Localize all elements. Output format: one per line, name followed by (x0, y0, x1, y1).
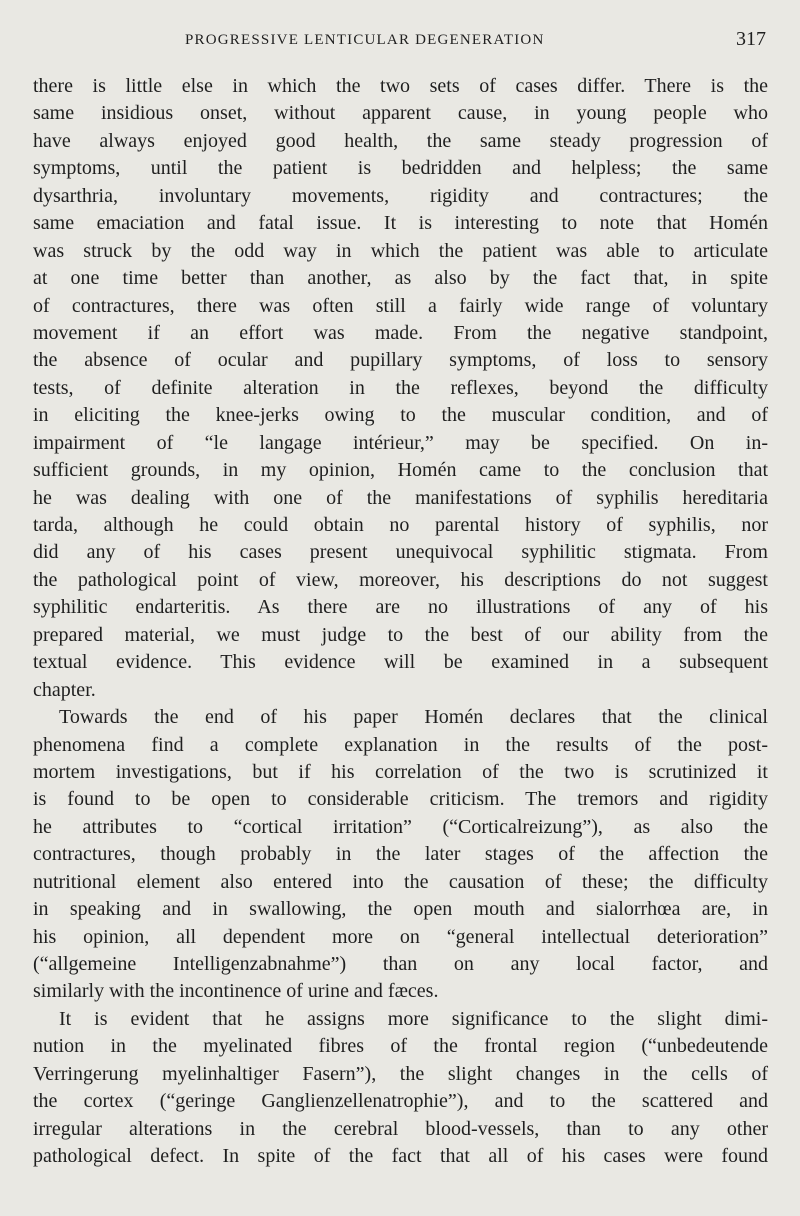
text-line: sufficient grounds, in my opinion, Homén came to the conclusion that (33, 459, 768, 482)
text-line: chapter. (33, 678, 96, 701)
text-line: same emaciation and fatal issue. It is interesting to note that Homén (33, 212, 768, 235)
text-line: the pathological point of view, moreover, his descriptions do not suggest (33, 568, 768, 591)
text-line: syphilitic endarteritis. As there are no illustrations of any of his (33, 596, 768, 619)
page-header (0, 30, 800, 52)
text-line: dysarthria, involuntary movements, rigidity and contractures; the (33, 184, 768, 207)
text-line: pathological defect. In spite of the fact that all of his cases were found (33, 1145, 768, 1168)
text-line: did any of his cases present unequivocal syphilitic stigmata. From (33, 541, 768, 564)
running-title: PROGRESSIVE LENTICULAR DEGENERATION (185, 32, 545, 48)
text-line: the absence of ocular and pupillary symptoms, of loss to sensory (33, 349, 768, 372)
text-line: movement if an effort was made. From the negative standpoint, (33, 321, 768, 344)
text-line: similarly with the incontinence of urine and fæces. (33, 980, 439, 1003)
text-line: tests, of definite alteration in the reflexes, beyond the difficulty (33, 376, 768, 399)
text-line: nutritional element also entered into the causation of these; the difficulty (33, 870, 768, 893)
text-line: contractures, though probably in the later stages of the affection the (33, 843, 768, 866)
text-line: the cortex (“geringe Ganglienzellenatrophie”), and to the scattered and (33, 1090, 768, 1113)
text-line: Verringerung myelinhaltiger Fasern”), the slight changes in the cells of (33, 1062, 768, 1085)
text-line: phenomena find a complete explanation in the results of the post- (33, 733, 768, 756)
text-line: he attributes to “cortical irritation” (“Corticalreizung”), as also the (33, 815, 768, 838)
text-line: his opinion, all dependent more on “general intellectual deterioration” (33, 925, 768, 948)
text-line: nution in the myelinated fibres of the frontal region (“unbedeutende (33, 1035, 768, 1058)
text-line: impairment of “le langage intérieur,” may be specified. On in- (33, 431, 768, 454)
text-line: It is evident that he assigns more significance to the slight dimi- (59, 1007, 768, 1030)
text-line: there is little else in which the two sets of cases differ. There is the (33, 75, 768, 97)
text-line: of contractures, there was often still a fairly wide range of voluntary (33, 294, 768, 317)
text-line: Towards the end of his paper Homén declares that the clinical (59, 706, 768, 729)
text-line: symptoms, until the patient is bedridden and helpless; the same (33, 157, 768, 180)
text-line: textual evidence. This evidence will be examined in a subsequent (33, 651, 768, 674)
text-line: is found to be open to considerable criticism. The tremors and rigidity (33, 788, 768, 811)
paragraph (33, 1006, 768, 1171)
text-line: was struck by the odd way in which the patient was able to articulate (33, 239, 768, 262)
text-line: mortem investigations, but if his correlation of the two is scrutinized it (33, 760, 768, 783)
body-text (33, 73, 768, 1171)
text-line: have always enjoyed good health, the same steady progression of (33, 129, 768, 152)
text-line: same insidious onset, without apparent cause, in young people who (33, 102, 768, 125)
text-line: in eliciting the knee-jerks owing to the muscular condition, and of (33, 404, 768, 427)
text-line: in speaking and in swallowing, the open mouth and sialorrhœa are, in (33, 898, 768, 921)
text-line: prepared material, we must judge to the best of our ability from the (33, 623, 768, 646)
text-line: irregular alterations in the cerebral blood-vessels, than to any other (33, 1117, 768, 1140)
text-line: tarda, although he could obtain no parental history of syphilis, nor (33, 514, 768, 536)
text-line: (“allgemeine Intelligenzabnahme”) than on any local factor, and (33, 953, 768, 975)
page-number: 317 (736, 28, 766, 50)
text-line: he was dealing with one of the manifestations of syphilis hereditaria (33, 486, 768, 509)
paragraph (33, 73, 768, 704)
paragraph (33, 704, 768, 1006)
text-line: at one time better than another, as also by the fact that, in spite (33, 267, 768, 290)
